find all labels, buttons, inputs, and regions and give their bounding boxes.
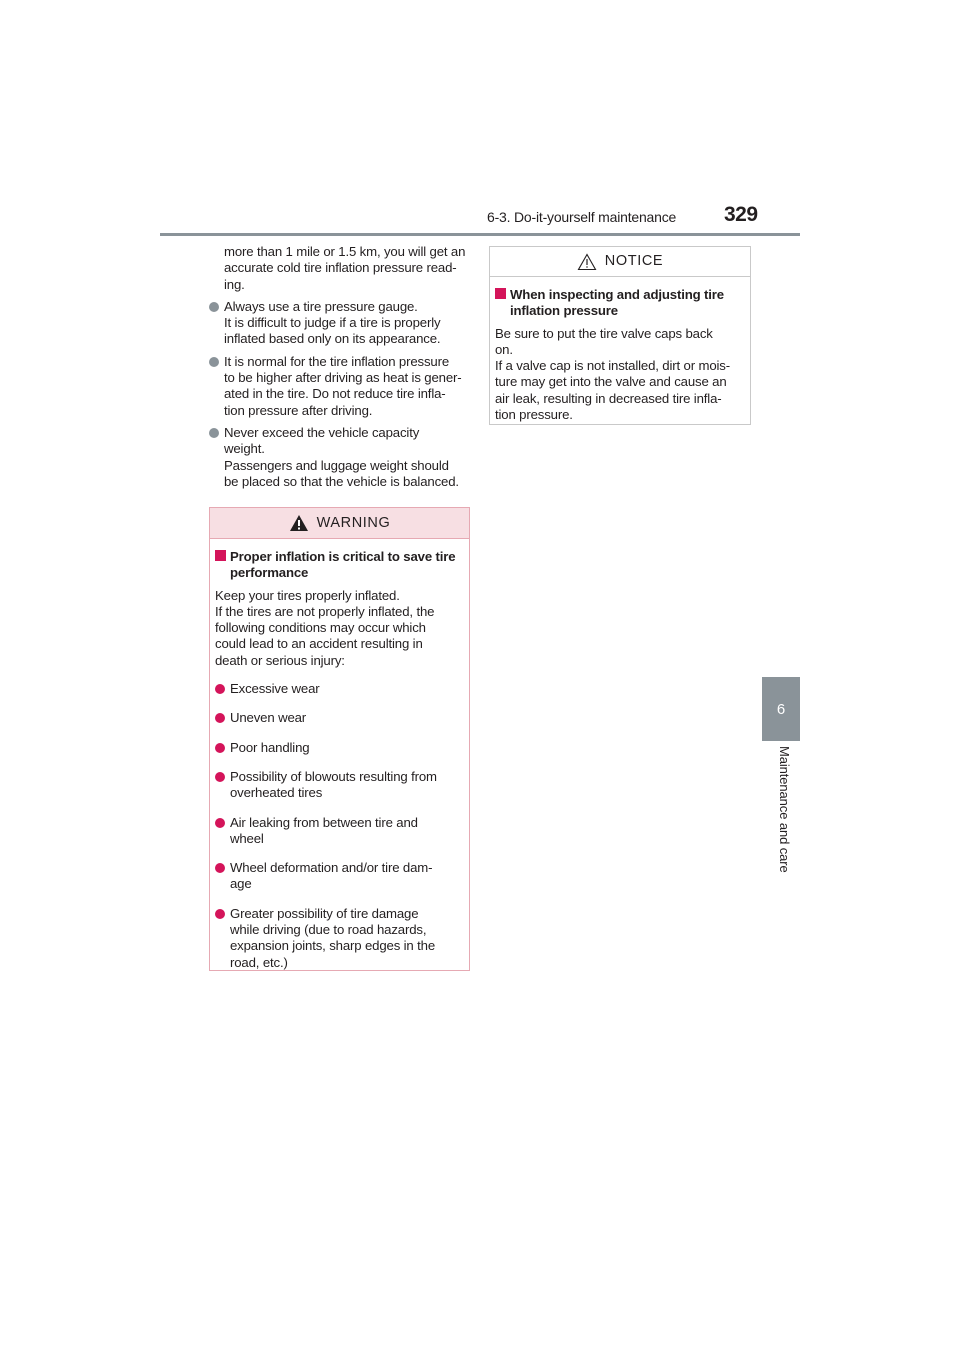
- bullet-dot-icon: [215, 684, 225, 694]
- list-item: Never exceed the vehicle capacity weight. Passengers and luggage weight should be placed so that the vehicle is balanced.: [209, 425, 471, 490]
- caution-triangle-icon: [577, 253, 597, 271]
- list-item: Wheel deformation and/or tire dam- age: [215, 860, 464, 893]
- section-title: 6-3. Do-it-yourself maintenance: [487, 209, 677, 225]
- header-divider: [160, 233, 800, 236]
- notice-header: [490, 247, 750, 277]
- warning-header: [210, 508, 469, 539]
- warning-box: [209, 507, 470, 971]
- chapter-title: Maintenance and care: [777, 746, 792, 873]
- square-bullet-icon: [215, 550, 226, 561]
- bullet-dot-icon: [215, 772, 225, 782]
- list-item: Possibility of blowouts resulting from overheated tires: [215, 769, 464, 802]
- warning-triangle-icon: [289, 514, 309, 532]
- bullet-dot-icon: [209, 302, 219, 312]
- bullet-dot-icon: [215, 818, 225, 828]
- list-item: It is normal for the tire inflation pressure to be higher after driving as heat is gener- ated in the tire. Do not reduce tire infla- tion pressure after driving.: [209, 354, 471, 419]
- warning-heading: WARNING: [316, 514, 391, 531]
- bullet-dot-icon: [215, 713, 225, 723]
- continued-paragraph: more than 1 mile or 1.5 km, you will get an accurate cold tire inflation pressure read- ing.: [224, 244, 466, 292]
- list-item: Excessive wear: [215, 681, 464, 697]
- warning-paragraph: Keep your tires properly inflated. If the tires are not properly inflated, the following conditions may occur which could lead to an accident resulting in death or serious injury:: [215, 587, 435, 668]
- bullet-dot-icon: [215, 863, 225, 873]
- bullet-dot-icon: [209, 357, 219, 367]
- bullet-dot-icon: [215, 743, 225, 753]
- list-item: Air leaking from between tire and wheel: [215, 815, 464, 848]
- list-item: Poor handling: [215, 740, 464, 756]
- chapter-number: 6: [776, 700, 786, 718]
- notice-heading: NOTICE: [604, 253, 664, 270]
- list-item: Greater possibility of tire damage while driving (due to road hazards, expansion joints, sharp edges in the road, etc.): [215, 906, 464, 971]
- bullet-dot-icon: [209, 428, 219, 438]
- list-item: Uneven wear: [215, 710, 464, 726]
- square-bullet-icon: [495, 288, 506, 299]
- bullet-dot-icon: [215, 909, 225, 919]
- list-item: Always use a tire pressure gauge. It is difficult to judge if a tire is properly inflated based only on its appearance.: [209, 299, 471, 348]
- warning-title: Proper inflation is critical to save tire performance: [215, 549, 464, 582]
- notice-paragraph: Be sure to put the tire valve caps back on. If a valve cap is not installed, dirt or mois- ture may get into the valve and cause an air leak, resulting in decreased tire infla- tion pressure.: [495, 325, 730, 423]
- notice-box: [489, 246, 751, 425]
- left-column: [209, 244, 471, 496]
- chapter-tab[interactable]: [762, 677, 800, 741]
- page-number: 329: [724, 203, 758, 226]
- notice-title: When inspecting and adjusting tire inflation pressure: [495, 287, 745, 320]
